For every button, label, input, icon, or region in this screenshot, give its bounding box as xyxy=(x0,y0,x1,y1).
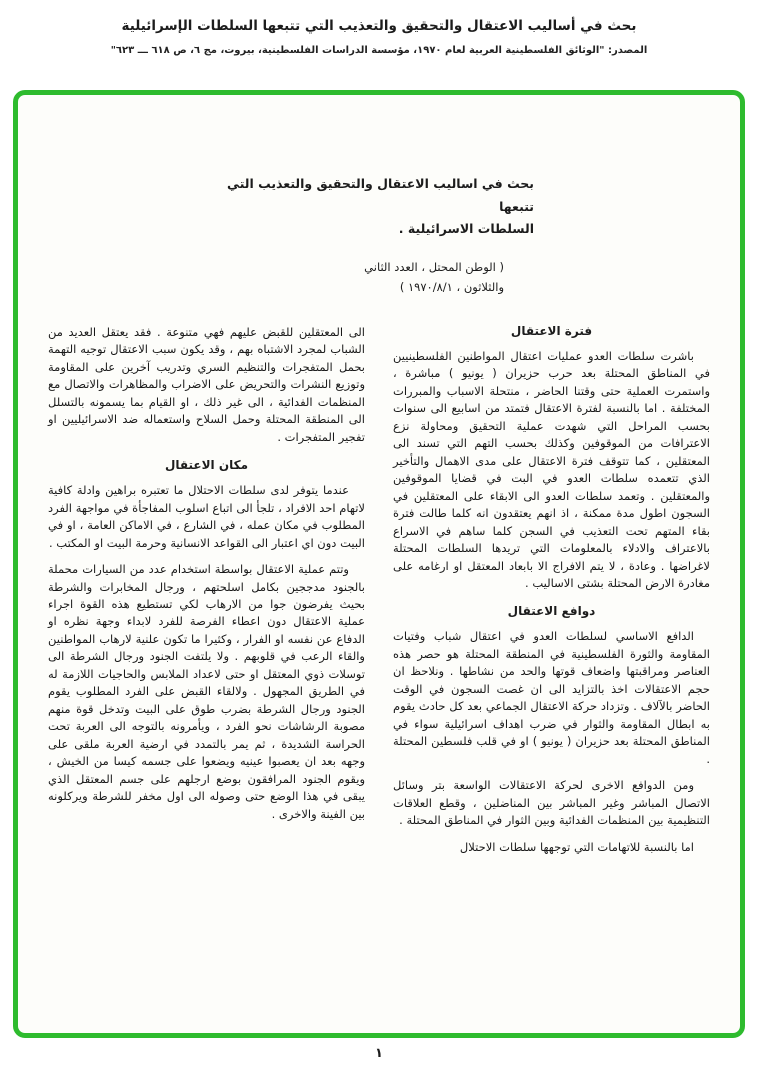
document-subtitle-line1: ( الوطن المحتل ، العدد الثاني xyxy=(364,259,504,274)
page-number: ١ xyxy=(375,1046,383,1061)
document-page xyxy=(18,95,740,1033)
paragraph: الدافع الاساسي لسلطات العدو في اعتقال شباب وفتيات المقاومة والثورة الفلسطينية في المنطقة المحتلة هو حصر هذه العناصر ومراقبتها واضعاف قوتها والحد من نشاطها . ونلاحظ ان حجم الاعتقالات اخذ بالتزايد الى ان غصت السجون في الوقت الحاضر بالآلاف . وتزداد حركة الاعتقال الجماعي بعد كل حادث يقوم به ابطال المقاومة والثوار في ضرب اهداف اسرائيلية سواء في المناطق المحتلة بعد حزيران ( يونيو ) او في قلب فلسطين المحتلة . xyxy=(393,629,710,766)
document-title-line2: السلطات الاسرائيلية . xyxy=(398,221,534,236)
paragraph: وتتم عملية الاعتقال بواسطة استخدام عدد من السيارات محملة بالجنود مدججين بكامل اسلحتهم ، ورجال المخابرات والشرطة بحيث يفرضون جوا من الارهاب لكي تستطيع هذه القوة اجراء عملية الاعتقال دون اعطاء الفرصة للفرد لابداء وجهة نظره او الدفاع عن نفسه او الفرار ، وكثيرا ما تكون علنية لارهاب المواطنين والقاء الرعب في قلوبهم . ولا يلتفت الجنود ورجال الشرطة الى توسلات ذوي المعتقل او حتى لاعداد الملابس والحاجيات اللازمة له في الطريق المجهول . ولالقاء القبض على الفرد المطلوب يقوم الجنود ورجال الشرطة بضرب طوق على البيت وتدخل قوة منهم مصوبة الرشاشات نحو الفرد ، ويأمرونه بالتوجه الى العربة تحت الحراسة الشديدة ، ثم يمر بالتمدد في ارضية العربة ملقى على وجهه بعد ان يعصبوا عينيه ويضعوا على جسمه كيسا من الخيش ، ويقوم الجنود المرافقون بوضع ارجلهم على جسم المعتقل الذي يبقى في هذا الوضع حتى وصوله الى اول مخفر للشرطة ويركلونه بين الفينة والاخرى . xyxy=(48,562,365,821)
section-heading-detention-motives: دوافع الاعتقال xyxy=(507,604,596,619)
section-heading-detention-place: مكان الاعتقال xyxy=(164,458,249,473)
paragraph: الى المعتقلين للقبض عليهم فهي متنوعة . فقد يعتقل العديد من الشباب لمجرد الاشتباه بهم ، وقد يكون سبب الاعتقال توجيه التهمة بحمل المتفجرات والتنظيم السري وتدريب آخرين على المقاومة وتوزيع النشرات والتحريض على الاضراب والمظاهرات والاتصال مع المنظمات الفدائية ، الى غير ذلك ، او القيام بما يسمونه بالتسلل الى المنطقة المحتلة وحمل السلاح واستعماله ضد الاسرائيليين او تفجير المتفجرات . xyxy=(48,324,365,444)
paragraph: اما بالنسبة للاتهامات التي توجهها سلطات الاحتلال xyxy=(459,839,694,854)
column-left xyxy=(48,324,365,865)
page-header xyxy=(0,0,758,56)
section-heading-detention-period: فترة الاعتقال xyxy=(510,323,593,338)
document-frame xyxy=(13,90,745,1038)
paragraph: باشرت سلطات العدو عمليات اعتقال المواطنين الفلسطينيين في المناطق المحتلة بعد حرب حزيران ( يونيو ) مباشرة ، واستمرت العملية حتى وقتنا الحاضر ، منتحلة الاسباب والمبررات المختلفة . اما بالنسبة لفترة الاعتقال فتمتد من اسابيع الى سنوات بحسب المراحل التي شهدت عملية التحقيق ومحاولة نزع الاعترافات من الموقوفين وكذلك بحسب التهم التي تسند الى المعتقلين ، كما تتوقف فترة الاعتقال على مدى الاهمال والتأخير الذي تتعمده سلطات العدو في البت في قضايا الموقوفين والمعتقلين . وتعمد سلطات العدو الى الابقاء على المعتقلين في السجون اطول مدة ممكنة ، اذ انهم يعتقدون انه كلما طالت فترة بقاء المتهم تحت التعذيب في السجن كلما ساهم في الاسراع بالاعتراف والادلاء بالمعلومات التي تريدها السلطات المحتلة لاغراضها . وعادة ، لا يتم الافراج الا بابعاد المعتقل او ارغامه على مغادرة الارض المحتلة بشتى الاساليب . xyxy=(393,348,710,590)
document-title xyxy=(224,173,534,241)
paragraph: عندما يتوفر لدى سلطات الاحتلال ما تعتبره براهين وادلة كافية لاتهام احد الافراد ، تلجأ الى اتباع اسلوب المفاجأة في مواجهة الفرد المطلوب في مكان عمله ، في الشارع ، في الاماكن العامة ، او في البيت دون اي اعتبار الى القواعد الانسانية وحرمة البيت او المكتب . xyxy=(48,483,365,550)
paragraph: ومن الدوافع الاخرى لحركة الاعتقالات الواسعة بتر وسائل الاتصال المباشر وغير المباشر بين المناضلين ، وقطع العلاقات التنظيمية بين المنظمات الفدائية وبين الثوار في المناطق المحتلة . xyxy=(393,778,710,828)
document-title-line1: بحث في اساليب الاعتقال والتحقيق والتعذيب التي تتبعها xyxy=(227,176,534,214)
document-subtitle xyxy=(254,257,504,298)
document-columns xyxy=(48,324,710,865)
column-right xyxy=(393,324,710,865)
document-subtitle-line2: والثلاثون ، ١٩٧٠/٨/١ ) xyxy=(399,280,504,295)
page-title: بحث في أساليب الاعتقال والتحقيق والتعذيب التي تتبعها السلطات الإسرائيلية xyxy=(121,18,637,34)
page-source: المصدر: "الوثائق الفلسطينية العربية لعام ١٩٧٠، مؤسسة الدراسات الفلسطينية، بيروت، مج ٦، ص ٦١٨ ـــ ٦٢٣" xyxy=(110,45,648,56)
